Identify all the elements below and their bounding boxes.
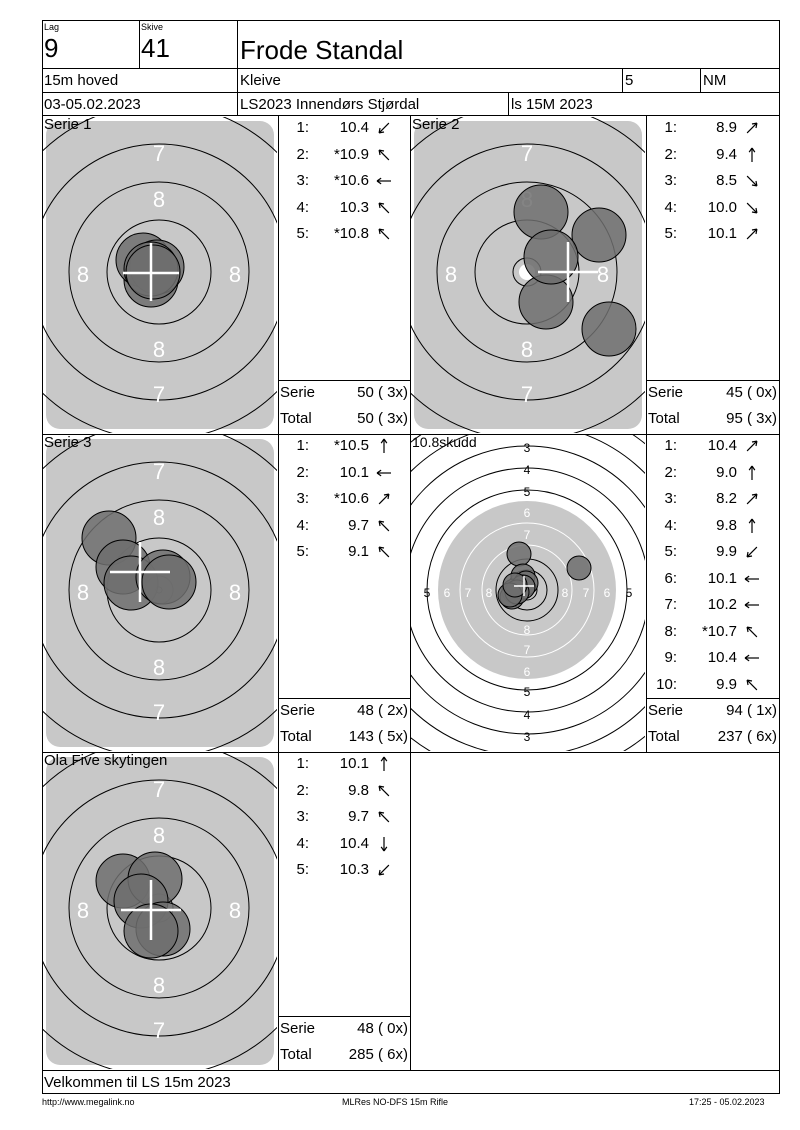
shot-direction-arrow-icon (375, 783, 393, 799)
shot-score: 10.4 (339, 119, 369, 136)
serie-sum-row (278, 698, 410, 724)
shot-score: 10.1 (707, 569, 737, 587)
shot-direction-arrow-icon (375, 226, 393, 242)
total-row (278, 406, 410, 432)
total-label: Total (280, 410, 312, 427)
shot-row (279, 539, 410, 565)
total-row (278, 1042, 410, 1068)
lag-label: Lag (44, 22, 60, 32)
shot-row (647, 460, 779, 486)
class-number: 5 (625, 72, 634, 89)
serie-title: 10.8skudd (412, 434, 477, 450)
shot-number: 6: (664, 569, 677, 587)
shot-score: 9.8 (348, 781, 369, 799)
shot-direction-arrow-icon (743, 465, 761, 481)
shot-score: 9.0 (716, 463, 737, 481)
shot-direction-arrow-icon (375, 518, 393, 534)
shot-score: *10.8 (333, 225, 369, 242)
shot-direction-arrow-icon (375, 544, 393, 560)
serie-value: 94 ( 1x) (726, 702, 777, 719)
shot-row (279, 168, 410, 194)
total-value: 143 ( 5x) (348, 728, 408, 745)
shot-direction-arrow-icon (375, 836, 393, 852)
ring-label: 6 (523, 665, 531, 679)
shot-number: 2: (664, 463, 677, 481)
shot-direction-arrow-icon (743, 624, 761, 640)
ring-label: 8 (520, 337, 534, 362)
total-row (646, 406, 779, 432)
shot-score: 10.3 (339, 861, 369, 878)
ring-label: 8 (523, 623, 531, 637)
ring-label: 7 (520, 141, 534, 166)
shot-score: 9.9 (716, 675, 737, 693)
shot-direction-arrow-icon (375, 200, 393, 216)
shot-direction-arrow-icon (375, 809, 393, 825)
shot-direction-arrow-icon (743, 677, 761, 693)
shot-number: 5: (296, 543, 309, 560)
serie-value: 50 ( 3x) (357, 384, 408, 401)
shot-number: 4: (664, 516, 677, 534)
shot-list (647, 115, 779, 380)
shot-direction-arrow-icon (375, 147, 393, 163)
shot-score: 10.3 (339, 198, 369, 216)
shot-row (279, 460, 410, 486)
shot-row (647, 619, 779, 645)
shot-number: 5: (296, 861, 309, 878)
shot-number: 7: (664, 596, 677, 613)
total-value: 237 ( 6x) (717, 728, 777, 745)
total-value: 285 ( 6x) (348, 1046, 408, 1063)
shot-row (279, 778, 410, 804)
total-row (278, 724, 410, 750)
ring-label: 8 (152, 823, 166, 848)
ring-label: 8 (152, 655, 166, 680)
shot-row (279, 221, 410, 247)
shot-score: 8.2 (716, 490, 737, 507)
shot-direction-arrow-icon (743, 518, 761, 534)
shot-score: 9.8 (716, 516, 737, 534)
shot-direction-arrow-icon (743, 571, 761, 587)
shooter-name: Frode Standal (240, 35, 404, 65)
shot-direction-arrow-icon (375, 465, 393, 481)
lag-value: 9 (44, 33, 59, 63)
shot-row (279, 804, 410, 830)
ring-label: 8 (444, 262, 458, 287)
ring-label: 8 (76, 262, 90, 287)
ring-label: 7 (523, 528, 531, 542)
shot-number: 8: (664, 622, 677, 640)
shot-number: 2: (296, 463, 309, 481)
program-name: ls 15M 2023 (511, 96, 593, 113)
shot-row (279, 513, 410, 539)
shot-row (647, 672, 779, 698)
ring-label: 7 (152, 777, 166, 802)
shot-row (647, 513, 779, 539)
shot-row (647, 539, 779, 565)
shot-score: *10.9 (333, 145, 369, 163)
shot-score: 9.9 (716, 543, 737, 560)
serie-label: Serie (648, 384, 684, 401)
serie-value: 48 ( 0x) (357, 1020, 408, 1037)
shot-score: 9.7 (348, 808, 369, 825)
shot-number: 1: (296, 755, 309, 772)
serie-label: Serie (280, 1020, 316, 1037)
ring-label: 8 (228, 898, 242, 923)
shot-number: 2: (296, 145, 309, 163)
shot-number: 3: (664, 490, 677, 507)
target-serie-1 (43, 117, 277, 433)
shot-direction-arrow-icon (375, 756, 393, 772)
shot-score: 9.4 (716, 145, 737, 163)
ring-label: 7 (582, 586, 590, 600)
shot-number: 9: (664, 649, 677, 666)
shot-score: *10.6 (333, 172, 369, 189)
shot-number: 5: (664, 225, 677, 242)
shot-score: 8.9 (716, 119, 737, 136)
total-label: Total (648, 728, 680, 745)
shot-direction-arrow-icon (743, 200, 761, 216)
shot-score: 10.1 (339, 755, 369, 772)
skive-value: 41 (141, 33, 170, 63)
shot-row (279, 486, 410, 512)
shot-score: 9.7 (348, 516, 369, 534)
shot-score: 8.5 (716, 172, 737, 189)
ring-label: 5 (523, 485, 531, 499)
shot-score: *10.5 (333, 437, 369, 454)
shot-score: *10.7 (701, 622, 737, 640)
shot-row (647, 168, 779, 194)
ring-label: 6 (523, 506, 531, 520)
shot-direction-arrow-icon (375, 438, 393, 454)
shot-number: 1: (664, 437, 677, 454)
ring-label: 7 (464, 586, 472, 600)
ring-label: 8 (152, 973, 166, 998)
shot-direction-arrow-icon (743, 544, 761, 560)
shot-row (647, 486, 779, 512)
serie-label: Serie (280, 384, 316, 401)
ring-label: 7 (152, 459, 166, 484)
ring-label: 8 (76, 580, 90, 605)
total-label: Total (280, 728, 312, 745)
ring-label: 7 (152, 141, 166, 166)
total-row (646, 724, 779, 750)
ring-label: 7 (152, 382, 166, 407)
serie-label: Serie (280, 702, 316, 719)
shot-direction-arrow-icon (743, 438, 761, 454)
footer-url[interactable]: http://www.megalink.no (42, 1097, 135, 1107)
shot-number: 3: (296, 808, 309, 825)
shot-direction-arrow-icon (743, 120, 761, 136)
ring-label: 3 (523, 730, 531, 744)
shot-row (279, 142, 410, 168)
ring-label: 8 (485, 586, 493, 600)
footer-software: MLRes NO-DFS 15m Rifle (342, 1097, 449, 1107)
shot-score: *10.6 (333, 490, 369, 507)
skive-label: Skive (141, 22, 164, 32)
shot-score: 10.1 (707, 225, 737, 242)
shot-direction-arrow-icon (375, 491, 393, 507)
ring-label: 8 (152, 187, 166, 212)
target-serie-3 (43, 435, 277, 751)
ring-label: 5 (625, 586, 633, 600)
serie-label: Serie (648, 702, 684, 719)
shot-row (279, 831, 410, 857)
club-name: Kleive (240, 72, 281, 89)
total-value: 50 ( 3x) (357, 410, 408, 427)
shot-number: 5: (296, 225, 309, 242)
shot-score: 10.1 (339, 463, 369, 481)
shot-number: 4: (296, 198, 309, 216)
shot-direction-arrow-icon (743, 173, 761, 189)
shot-number: 3: (296, 172, 309, 189)
serie-sum-row (278, 380, 410, 406)
ring-label: 7 (152, 1018, 166, 1043)
serie-sum-row (278, 1016, 410, 1042)
welcome-message: Velkommen til LS 15m 2023 (44, 1074, 231, 1091)
class-code: NM (703, 72, 727, 89)
shot-row (647, 115, 779, 141)
shot-number: 4: (296, 834, 309, 852)
shot-list (279, 751, 410, 1016)
shot-list (279, 433, 410, 698)
ring-label: 7 (152, 700, 166, 725)
shot-number: 4: (664, 198, 677, 216)
ring-label: 6 (603, 586, 611, 600)
ring-label: 8 (76, 898, 90, 923)
competition-name: LS2023 Innendørs Stjørdal (240, 96, 420, 113)
shot-list (279, 115, 410, 380)
shot-direction-arrow-icon (743, 650, 761, 666)
ring-label: 3 (523, 441, 531, 455)
competition-date: 03-05.02.2023 (44, 96, 141, 113)
shot-number: 2: (296, 781, 309, 799)
ring-label: 8 (561, 586, 569, 600)
serie-title: Serie 1 (44, 116, 92, 133)
shot-number: 5: (664, 543, 677, 560)
total-label: Total (280, 1046, 312, 1063)
shot-score: 10.4 (707, 649, 737, 666)
serie-title: Serie 3 (44, 434, 92, 451)
shot-number: 1: (296, 119, 309, 136)
serie-sum-row (646, 698, 779, 724)
ring-label: 8 (228, 262, 242, 287)
target-serie-2 (411, 117, 645, 433)
footer-timestamp: 17:25 - 05.02.2023 (689, 1097, 765, 1107)
total-value: 95 ( 3x) (726, 410, 777, 427)
shot-direction-arrow-icon (743, 147, 761, 163)
ring-label: 4 (523, 463, 531, 477)
shot-number: 1: (664, 119, 677, 136)
shot-list (647, 433, 779, 698)
serie-title: Serie 2 (412, 116, 460, 133)
ring-label: 5 (523, 685, 531, 699)
shot-row (647, 592, 779, 618)
total-label: Total (648, 410, 680, 427)
shot-row (279, 857, 410, 883)
shot-row (647, 645, 779, 671)
shot-row (647, 566, 779, 592)
shot-number: 1: (296, 437, 309, 454)
shot-score: 10.4 (707, 437, 737, 454)
shot-row (279, 195, 410, 221)
serie-sum-row (646, 380, 779, 406)
ring-label: 7 (520, 382, 534, 407)
ring-label: 7 (523, 643, 531, 657)
shot-direction-arrow-icon (743, 597, 761, 613)
serie-title: Ola Five skytingen (44, 752, 168, 769)
shot-direction-arrow-icon (375, 120, 393, 136)
shot-row (279, 751, 410, 777)
shot-score: 10.4 (339, 834, 369, 852)
shot-number: 10: (656, 675, 677, 693)
shot-score: 10.0 (707, 198, 737, 216)
shot-direction-arrow-icon (743, 491, 761, 507)
shot-row (279, 433, 410, 459)
shot-direction-arrow-icon (743, 226, 761, 242)
target-ola-five (43, 753, 277, 1069)
ring-label: 8 (596, 262, 610, 287)
serie-value: 48 ( 2x) (357, 702, 408, 719)
shot-row (647, 195, 779, 221)
target-10-8skudd (411, 435, 645, 751)
shot-number: 3: (664, 172, 677, 189)
ring-label: 8 (152, 337, 166, 362)
shot-direction-arrow-icon (375, 173, 393, 189)
event-name: 15m hoved (44, 72, 119, 89)
shot-number: 4: (296, 516, 309, 534)
ring-label: 6 (443, 586, 451, 600)
shot-score: 9.1 (348, 543, 369, 560)
shot-number: 2: (664, 145, 677, 163)
shot-row (279, 115, 410, 141)
serie-value: 45 ( 0x) (726, 384, 777, 401)
shot-direction-arrow-icon (375, 862, 393, 878)
ring-label: 8 (228, 580, 242, 605)
shot-score: 10.2 (707, 596, 737, 613)
shot-number: 3: (296, 490, 309, 507)
shot-row (647, 142, 779, 168)
ring-label: 4 (523, 708, 531, 722)
ring-label: 8 (152, 505, 166, 530)
ring-label: 5 (423, 586, 431, 600)
shot-row (647, 433, 779, 459)
shot-row (647, 221, 779, 247)
